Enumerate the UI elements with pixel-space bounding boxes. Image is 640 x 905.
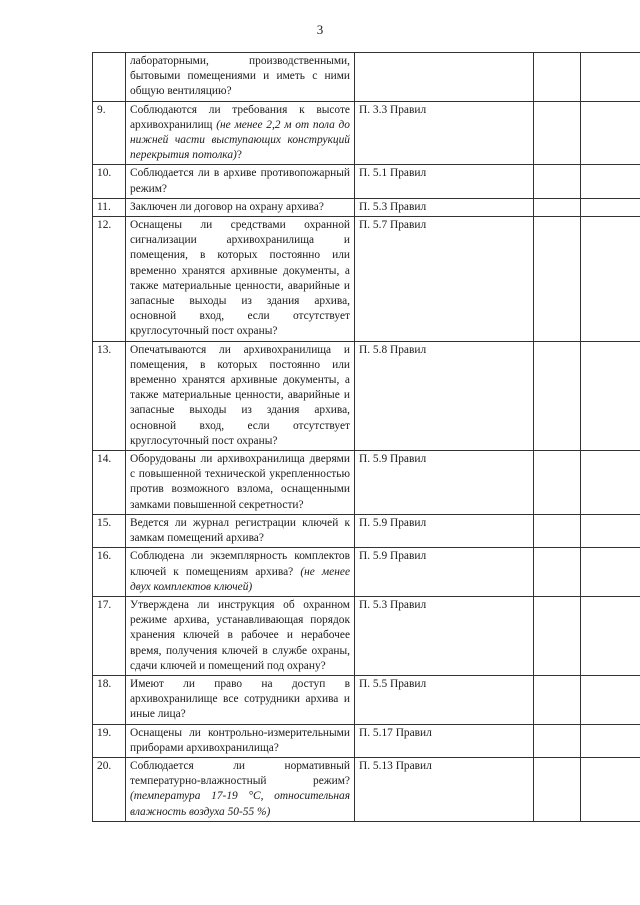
question-note: (не менее 2,2 м от пола до нижней части выступающих конструкций перекрытия потолка)	[130, 118, 351, 162]
comment-cell	[581, 548, 640, 597]
answer-cell	[534, 101, 581, 165]
question-cell	[126, 724, 355, 757]
question-cell	[126, 596, 355, 675]
comment-cell	[581, 451, 640, 515]
question-text: Ведется ли журнал регистрации ключей к замкам помещений архива?	[130, 516, 350, 545]
row-number: 17.	[93, 596, 126, 675]
question-text: Имеют ли право на доступ в архивохранилище все сотрудники архива и иные лица?	[130, 677, 350, 721]
comment-cell	[581, 217, 640, 342]
table-row	[93, 548, 640, 597]
question-text: Заключен ли договор на охрану архива?	[130, 200, 324, 213]
question-cell	[126, 198, 355, 216]
reference-cell: П. 5.9 Правил	[355, 514, 534, 547]
table-row	[93, 341, 640, 450]
reference-cell	[355, 53, 534, 102]
answer-cell	[534, 757, 581, 821]
question-cell	[126, 548, 355, 597]
comment-cell	[581, 675, 640, 724]
question-cell	[126, 341, 355, 450]
comment-cell	[581, 341, 640, 450]
checklist-table	[92, 52, 640, 822]
reference-cell: П. 5.1 Правил	[355, 165, 534, 198]
question-text: Опечатываются ли архивохранилища и помещения, в которых постоянно или временно хранятся архивные документы, а также материальные ценности, аварийные и запасные выходы из здания архива, основной вход, если отсутствует круглосуточный пост охраны?	[130, 343, 350, 447]
question-cell	[126, 757, 355, 821]
question-cell	[126, 451, 355, 515]
answer-cell	[534, 53, 581, 102]
reference-cell: П. 5.3 Правил	[355, 596, 534, 675]
row-number	[93, 53, 126, 102]
table-row	[93, 217, 640, 342]
reference-cell: П. 5.13 Правил	[355, 757, 534, 821]
question-text: Оборудованы ли архивохранилища дверями с повышенной технической укрепленностью против возможного взлома, оснащенными замками повышенной секретности?	[130, 453, 350, 511]
question-text: Утверждена ли инструкция об охранном режиме архива, устанавливающая порядок хранения ключей в рабочее и нерабочее время, получения ключей в службе охраны, сдачи ключей и помещений под охрану?	[130, 598, 350, 672]
checklist-body	[93, 53, 640, 822]
answer-cell	[534, 514, 581, 547]
question-end: ?	[236, 149, 242, 162]
reference-cell: П. 5.8 Правил	[355, 341, 534, 450]
question-cell	[126, 165, 355, 198]
reference-cell: П. 3.3 Правил	[355, 101, 534, 165]
row-number: 11.	[93, 198, 126, 216]
row-number: 12.	[93, 217, 126, 342]
table-row	[93, 596, 640, 675]
comment-cell	[581, 596, 640, 675]
answer-cell	[534, 165, 581, 198]
table-row	[93, 514, 640, 547]
answer-cell	[534, 548, 581, 597]
question-note: (температура 17-19 °С, относительная влажность воздуха 50-55 %)	[130, 790, 350, 818]
answer-cell	[534, 675, 581, 724]
question-text: Соблюдена ли экземплярность комплектов ключей к помещениям архива?	[130, 550, 350, 578]
row-number: 15.	[93, 514, 126, 547]
row-number: 18.	[93, 675, 126, 724]
row-number: 16.	[93, 548, 126, 597]
comment-cell	[581, 724, 640, 757]
comment-cell	[581, 101, 640, 165]
table-row	[93, 757, 640, 821]
answer-cell	[534, 596, 581, 675]
reference-cell: П. 5.9 Правил	[355, 451, 534, 515]
comment-cell	[581, 53, 640, 102]
table-row	[93, 53, 640, 102]
table-row	[93, 451, 640, 515]
question-cell	[126, 675, 355, 724]
question-text: лабораторными, производственными, бытовыми помещениями и иметь с ними общую вентиляцию?	[130, 55, 350, 98]
reference-cell: П. 5.3 Правил	[355, 198, 534, 216]
answer-cell	[534, 341, 581, 450]
row-number: 10.	[93, 165, 126, 198]
table-row	[93, 675, 640, 724]
answer-cell	[534, 451, 581, 515]
reference-cell: П. 5.9 Правил	[355, 548, 534, 597]
row-number: 20.	[93, 757, 126, 821]
table-row	[93, 165, 640, 198]
reference-cell: П. 5.5 Правил	[355, 675, 534, 724]
answer-cell	[534, 217, 581, 342]
question-cell	[126, 217, 355, 342]
question-cell	[126, 53, 355, 102]
question-text: Соблюдаются ли требования к высоте архивохранилищ	[130, 103, 350, 131]
comment-cell	[581, 514, 640, 547]
question-text: Оснащены ли средствами охранной сигнализации архивохранилища и помещения, в которых постоянно или временно хранятся архивные документы, а также материальные ценности, аварийные и запасные выходы из здания архива, основной вход, если отсутствует круглосуточный пост охраны?	[130, 219, 350, 338]
table-row	[93, 101, 640, 165]
page-number: 3	[316, 22, 324, 37]
question-cell	[126, 101, 355, 165]
question-text: Соблюдается ли в архиве противопожарный режим?	[130, 167, 350, 195]
question-text: Соблюдается ли нормативный температурно-влажностный режим?	[130, 759, 350, 788]
answer-cell	[534, 724, 581, 757]
answer-cell	[534, 198, 581, 216]
comment-cell	[581, 198, 640, 216]
row-number: 14.	[93, 451, 126, 515]
table-row	[93, 198, 640, 216]
question-note: (не менее двух комплектов ключей)	[130, 565, 351, 593]
row-number: 13.	[93, 341, 126, 450]
reference-cell: П. 5.7 Правил	[355, 217, 534, 342]
reference-cell: П. 5.17 Правил	[355, 724, 534, 757]
row-number: 9.	[93, 101, 126, 165]
question-cell	[126, 514, 355, 547]
comment-cell	[581, 757, 640, 821]
question-text: Оснащены ли контрольно-измерительными приборами архивохранилища?	[130, 726, 350, 754]
comment-cell	[581, 165, 640, 198]
table-row	[93, 724, 640, 757]
row-number: 19.	[93, 724, 126, 757]
